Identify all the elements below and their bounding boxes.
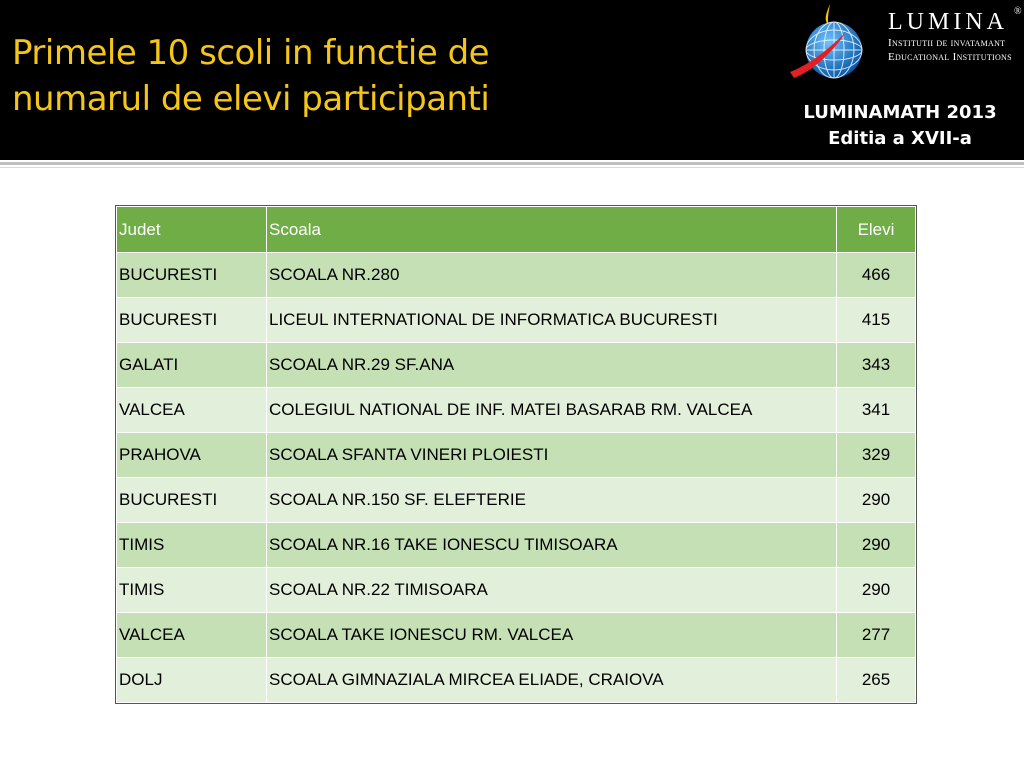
cell-judet: VALCEA <box>117 613 267 658</box>
cell-scoala: SCOALA NR.150 SF. ELEFTERIE <box>267 478 837 523</box>
cell-elevi: 265 <box>837 658 916 703</box>
cell-scoala: SCOALA GIMNAZIALA MIRCEA ELIADE, CRAIOVA <box>267 658 837 703</box>
column-header-judet: Judet <box>117 207 267 253</box>
table-row <box>117 433 916 478</box>
cell-elevi: 290 <box>837 478 916 523</box>
brand-subtitle-ro: Institutii de invatamant <box>888 37 1006 49</box>
table-header-row <box>117 207 916 253</box>
cell-scoala: COLEGIUL NATIONAL DE INF. MATEI BASARAB RM. VALCEA <box>267 388 837 433</box>
cell-elevi: 277 <box>837 613 916 658</box>
cell-scoala: SCOALA TAKE IONESCU RM. VALCEA <box>267 613 837 658</box>
schools-table <box>116 206 916 703</box>
table-row <box>117 523 916 568</box>
header-divider <box>0 162 1024 165</box>
cell-judet: BUCURESTI <box>117 478 267 523</box>
table-row <box>117 568 916 613</box>
cell-elevi: 290 <box>837 523 916 568</box>
cell-scoala: SCOALA NR.16 TAKE IONESCU TIMISOARA <box>267 523 837 568</box>
column-header-elevi: Elevi <box>837 207 916 253</box>
cell-scoala: LICEUL INTERNATIONAL DE INFORMATICA BUCURESTI <box>267 298 837 343</box>
cell-judet: DOLJ <box>117 658 267 703</box>
cell-scoala: SCOALA NR.29 SF.ANA <box>267 343 837 388</box>
cell-elevi: 466 <box>837 253 916 298</box>
edition-line-2: Editia a XVII-a <box>828 128 972 149</box>
table-row <box>117 613 916 658</box>
cell-elevi: 343 <box>837 343 916 388</box>
cell-judet: PRAHOVA <box>117 433 267 478</box>
table-row <box>117 388 916 433</box>
cell-scoala: SCOALA SFANTA VINERI PLOIESTI <box>267 433 837 478</box>
table-row <box>117 658 916 703</box>
cell-judet: VALCEA <box>117 388 267 433</box>
cell-judet: TIMIS <box>117 568 267 613</box>
lumina-globe-logo-icon <box>786 2 876 84</box>
edition-label <box>780 100 1020 152</box>
slide-title <box>12 30 712 122</box>
cell-judet: BUCURESTI <box>117 253 267 298</box>
brand-name: LUMINA <box>888 9 1008 35</box>
cell-scoala: SCOALA NR.22 TIMISOARA <box>267 568 837 613</box>
table-row <box>117 343 916 388</box>
cell-elevi: 329 <box>837 433 916 478</box>
header-divider-thin <box>0 167 1024 168</box>
brand-subtitle-en: Educational Institutions <box>888 51 1012 63</box>
cell-scoala: SCOALA NR.280 <box>267 253 837 298</box>
cell-judet: GALATI <box>117 343 267 388</box>
column-header-scoala: Scoala <box>267 207 837 253</box>
table-row <box>117 298 916 343</box>
cell-elevi: 415 <box>837 298 916 343</box>
slide-title-line-1: Primele 10 scoli in functie de <box>12 33 490 73</box>
slide-title-line-2: numarul de elevi participanti <box>12 79 490 119</box>
brand-block <box>888 8 1022 64</box>
cell-judet: BUCURESTI <box>117 298 267 343</box>
cell-elevi: 341 <box>837 388 916 433</box>
cell-judet: TIMIS <box>117 523 267 568</box>
registered-mark: ® <box>1014 6 1022 17</box>
table-row <box>117 253 916 298</box>
edition-line-1: LUMINAMATH 2013 <box>803 102 997 123</box>
table-row <box>117 478 916 523</box>
cell-elevi: 290 <box>837 568 916 613</box>
